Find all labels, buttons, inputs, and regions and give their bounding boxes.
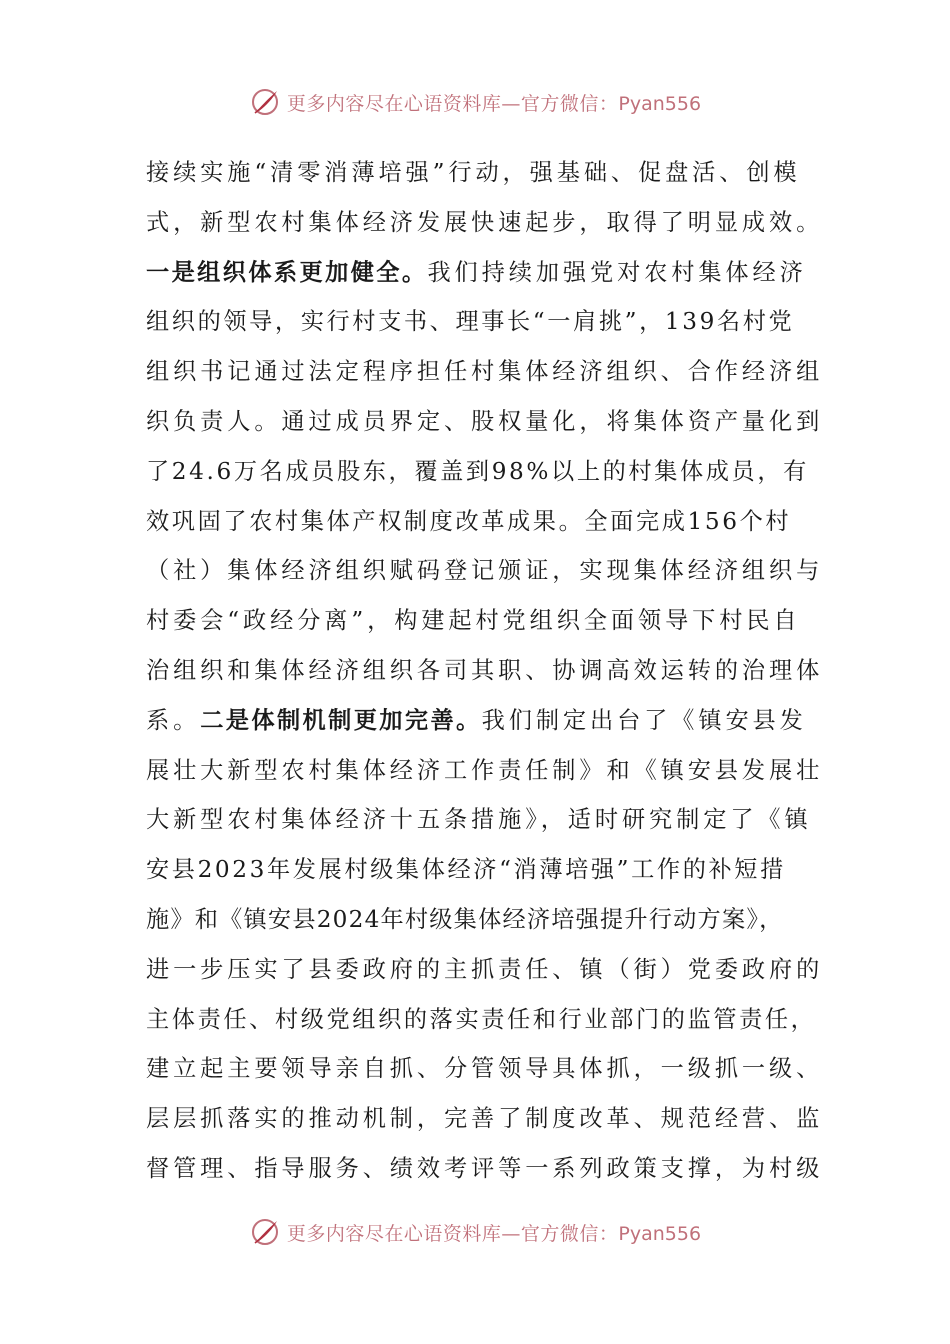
- quill-logo-icon: [249, 86, 281, 118]
- document-body: [146, 148, 824, 1194]
- watermark-wechat-id: Pyan556: [618, 92, 702, 115]
- text-line: 安县2023年发展村级集体经济“消薄培强”工作的补短措: [146, 856, 786, 884]
- text-line: 织负责人。通过成员界定、股权量化，将集体资产量化到: [146, 407, 824, 435]
- text-line: 一是组织体系更加健全。我们持续加强党对农村集体经济: [146, 258, 807, 286]
- text-line: 施》和《镇安县2024年村级集体经济培强提升行动方案》，: [146, 905, 784, 933]
- footer-watermark: [0, 1212, 950, 1252]
- watermark-text: 更多内容尽在心语资料库—官方微信：Pyan556: [286, 1222, 702, 1245]
- text-line: 了24.6万名成员股东，覆盖到98%以上的村集体成员，有: [146, 457, 809, 485]
- section-heading-1: 一是组织体系更加健全。: [146, 258, 428, 286]
- text-line: 组织书记通过法定程序担任村集体经济组织、合作经济组: [146, 358, 824, 386]
- text-line: 进一步压实了县委政府的主抓责任、镇（街）党委政府的: [146, 955, 824, 983]
- text-line: 治组织和集体经济组织各司其职、协调高效运转的治理体: [146, 656, 824, 684]
- section-heading-2: 二是体制机制更加完善。: [200, 706, 482, 734]
- text-line: 展壮大新型农村集体经济工作责任制》和《镇安县发展壮: [146, 756, 824, 784]
- text-line: 组织的领导，实行村支书、理事长“一肩挑”，139名村党: [146, 308, 795, 336]
- text-line: 主体责任、村级党组织的落实责任和行业部门的监管责任，: [146, 1005, 817, 1033]
- text-line: 大新型农村集体经济十五条措施》，适时研究制定了《镇: [146, 806, 812, 834]
- text-line: 建立起主要领导亲自抓、分管领导具体抓，一级抓一级、: [146, 1055, 824, 1083]
- quill-logo-icon: [249, 1216, 281, 1248]
- text-line: 层层抓落实的推动机制，完善了制度改革、规范经营、监: [146, 1105, 824, 1133]
- text-line: 式，新型农村集体经济发展快速起步，取得了明显成效。: [146, 208, 824, 236]
- text-line: 系。二是体制机制更加完善。我们制定出台了《镇安县发: [146, 706, 807, 734]
- watermark-wechat-id: Pyan556: [618, 1222, 702, 1245]
- text-line: 村委会“政经分离”，构建起村党组织全面领导下村民自: [146, 607, 801, 635]
- text-line: 督管理、指导服务、绩效考评等一系列政策支撑，为村级: [146, 1154, 824, 1182]
- text-line: 效巩固了农村集体产权制度改革成果。全面完成156个村: [146, 507, 792, 535]
- watermark-text: 更多内容尽在心语资料库—官方微信：Pyan556: [286, 92, 702, 115]
- header-watermark: [0, 82, 950, 122]
- text-line: （社）集体经济组织赋码登记颁证，实现集体经济组织与: [146, 557, 824, 585]
- text-line: 接续实施“清零消薄培强”行动，强基础、促盘活、创模: [146, 159, 801, 186]
